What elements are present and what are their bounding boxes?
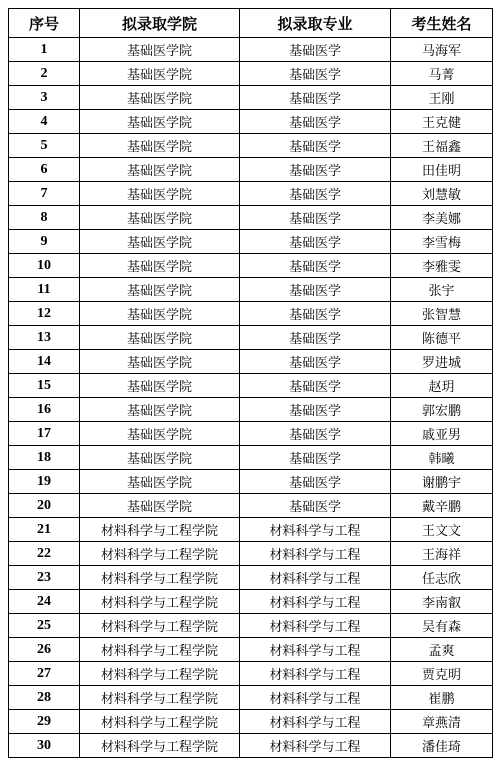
row-student-name: 马菁 xyxy=(391,62,493,86)
row-student-name: 戴辛鹏 xyxy=(391,494,493,518)
table-row xyxy=(9,614,493,638)
row-college: 材料科学与工程学院 xyxy=(80,542,240,566)
row-college: 材料科学与工程学院 xyxy=(80,614,240,638)
header-student-name: 考生姓名 xyxy=(391,9,493,38)
table-row xyxy=(9,62,493,86)
table-row xyxy=(9,86,493,110)
row-student-name: 陈德平 xyxy=(391,326,493,350)
row-major: 材料科学与工程 xyxy=(240,590,391,614)
row-student-name: 李南叡 xyxy=(391,590,493,614)
row-college: 基础医学院 xyxy=(80,182,240,206)
row-seq: 12 xyxy=(9,302,80,326)
row-seq: 15 xyxy=(9,374,80,398)
header-college: 拟录取学院 xyxy=(80,9,240,38)
row-seq: 9 xyxy=(9,230,80,254)
row-major: 基础医学 xyxy=(240,206,391,230)
row-college: 材料科学与工程学院 xyxy=(80,662,240,686)
row-college: 材料科学与工程学院 xyxy=(80,566,240,590)
row-seq: 22 xyxy=(9,542,80,566)
row-major: 材料科学与工程 xyxy=(240,614,391,638)
row-student-name: 王刚 xyxy=(391,86,493,110)
row-major: 基础医学 xyxy=(240,302,391,326)
row-college: 材料科学与工程学院 xyxy=(80,518,240,542)
row-major: 基础医学 xyxy=(240,134,391,158)
row-major: 基础医学 xyxy=(240,422,391,446)
row-student-name: 任志欣 xyxy=(391,566,493,590)
row-seq: 1 xyxy=(9,38,80,62)
table-row xyxy=(9,110,493,134)
table-row xyxy=(9,710,493,734)
row-student-name: 李美娜 xyxy=(391,206,493,230)
row-major: 材料科学与工程 xyxy=(240,518,391,542)
table-row xyxy=(9,518,493,542)
table-row xyxy=(9,422,493,446)
row-student-name: 王克健 xyxy=(391,110,493,134)
row-seq: 24 xyxy=(9,590,80,614)
table-row xyxy=(9,206,493,230)
table-row xyxy=(9,158,493,182)
row-seq: 25 xyxy=(9,614,80,638)
header-seq: 序号 xyxy=(9,9,80,38)
row-seq: 14 xyxy=(9,350,80,374)
row-student-name: 韩曦 xyxy=(391,446,493,470)
row-seq: 4 xyxy=(9,110,80,134)
row-student-name: 王福鑫 xyxy=(391,134,493,158)
row-major: 基础医学 xyxy=(240,254,391,278)
row-college: 基础医学院 xyxy=(80,374,240,398)
row-college: 材料科学与工程学院 xyxy=(80,710,240,734)
row-student-name: 王文文 xyxy=(391,518,493,542)
row-college: 基础医学院 xyxy=(80,494,240,518)
row-college: 基础医学院 xyxy=(80,38,240,62)
table-row xyxy=(9,254,493,278)
table-row xyxy=(9,542,493,566)
row-major: 材料科学与工程 xyxy=(240,734,391,758)
table-row xyxy=(9,470,493,494)
row-major: 基础医学 xyxy=(240,62,391,86)
row-seq: 27 xyxy=(9,662,80,686)
header-row xyxy=(9,9,493,38)
row-college: 基础医学院 xyxy=(80,398,240,422)
row-major: 基础医学 xyxy=(240,374,391,398)
table-row xyxy=(9,230,493,254)
row-seq: 29 xyxy=(9,710,80,734)
row-seq: 13 xyxy=(9,326,80,350)
table-header xyxy=(9,9,493,38)
row-college: 材料科学与工程学院 xyxy=(80,734,240,758)
row-seq: 26 xyxy=(9,638,80,662)
row-major: 基础医学 xyxy=(240,110,391,134)
row-student-name: 吴有森 xyxy=(391,614,493,638)
table-row xyxy=(9,38,493,62)
row-seq: 23 xyxy=(9,566,80,590)
row-student-name: 张智慧 xyxy=(391,302,493,326)
row-seq: 2 xyxy=(9,62,80,86)
row-major: 材料科学与工程 xyxy=(240,566,391,590)
row-student-name: 李雪梅 xyxy=(391,230,493,254)
row-college: 基础医学院 xyxy=(80,422,240,446)
row-major: 材料科学与工程 xyxy=(240,710,391,734)
row-major: 材料科学与工程 xyxy=(240,638,391,662)
row-seq: 6 xyxy=(9,158,80,182)
row-seq: 11 xyxy=(9,278,80,302)
table-row xyxy=(9,686,493,710)
row-seq: 17 xyxy=(9,422,80,446)
row-student-name: 王海祥 xyxy=(391,542,493,566)
row-student-name: 李雅雯 xyxy=(391,254,493,278)
table-row xyxy=(9,662,493,686)
row-student-name: 孟爽 xyxy=(391,638,493,662)
row-seq: 10 xyxy=(9,254,80,278)
table-row xyxy=(9,302,493,326)
row-student-name: 马海军 xyxy=(391,38,493,62)
row-college: 基础医学院 xyxy=(80,86,240,110)
table-row xyxy=(9,374,493,398)
row-student-name: 郭宏鹏 xyxy=(391,398,493,422)
row-seq: 8 xyxy=(9,206,80,230)
row-major: 材料科学与工程 xyxy=(240,662,391,686)
row-student-name: 潘佳琦 xyxy=(391,734,493,758)
row-major: 基础医学 xyxy=(240,182,391,206)
row-college: 基础医学院 xyxy=(80,470,240,494)
row-student-name: 田佳明 xyxy=(391,158,493,182)
row-seq: 20 xyxy=(9,494,80,518)
table-row xyxy=(9,734,493,758)
table-row xyxy=(9,398,493,422)
row-seq: 19 xyxy=(9,470,80,494)
row-college: 基础医学院 xyxy=(80,254,240,278)
header-major: 拟录取专业 xyxy=(240,9,391,38)
row-major: 材料科学与工程 xyxy=(240,542,391,566)
row-major: 基础医学 xyxy=(240,38,391,62)
row-major: 基础医学 xyxy=(240,86,391,110)
table-row xyxy=(9,566,493,590)
row-college: 基础医学院 xyxy=(80,158,240,182)
row-seq: 7 xyxy=(9,182,80,206)
row-college: 基础医学院 xyxy=(80,110,240,134)
row-college: 基础医学院 xyxy=(80,278,240,302)
row-college: 基础医学院 xyxy=(80,230,240,254)
row-college: 基础医学院 xyxy=(80,446,240,470)
row-major: 基础医学 xyxy=(240,446,391,470)
row-major: 基础医学 xyxy=(240,494,391,518)
admission-table xyxy=(8,8,493,758)
table-row xyxy=(9,494,493,518)
row-major: 基础医学 xyxy=(240,230,391,254)
row-college: 材料科学与工程学院 xyxy=(80,686,240,710)
row-college: 基础医学院 xyxy=(80,134,240,158)
row-major: 基础医学 xyxy=(240,326,391,350)
table-row xyxy=(9,278,493,302)
row-student-name: 罗进城 xyxy=(391,350,493,374)
table-row xyxy=(9,638,493,662)
row-seq: 21 xyxy=(9,518,80,542)
row-seq: 3 xyxy=(9,86,80,110)
row-college: 材料科学与工程学院 xyxy=(80,638,240,662)
row-student-name: 崔鹏 xyxy=(391,686,493,710)
row-college: 基础医学院 xyxy=(80,206,240,230)
table-body xyxy=(9,38,493,758)
row-major: 基础医学 xyxy=(240,278,391,302)
row-student-name: 张宇 xyxy=(391,278,493,302)
table-row xyxy=(9,134,493,158)
row-student-name: 刘慧敏 xyxy=(391,182,493,206)
row-seq: 18 xyxy=(9,446,80,470)
row-major: 基础医学 xyxy=(240,158,391,182)
table-row xyxy=(9,446,493,470)
row-college: 基础医学院 xyxy=(80,302,240,326)
row-seq: 30 xyxy=(9,734,80,758)
table-row xyxy=(9,182,493,206)
row-major: 材料科学与工程 xyxy=(240,686,391,710)
row-college: 材料科学与工程学院 xyxy=(80,590,240,614)
table-row xyxy=(9,350,493,374)
row-student-name: 章燕清 xyxy=(391,710,493,734)
row-student-name: 赵玥 xyxy=(391,374,493,398)
table-row xyxy=(9,590,493,614)
row-major: 基础医学 xyxy=(240,470,391,494)
row-major: 基础医学 xyxy=(240,398,391,422)
row-seq: 28 xyxy=(9,686,80,710)
row-student-name: 戚亚男 xyxy=(391,422,493,446)
row-college: 基础医学院 xyxy=(80,62,240,86)
row-seq: 16 xyxy=(9,398,80,422)
row-college: 基础医学院 xyxy=(80,350,240,374)
row-seq: 5 xyxy=(9,134,80,158)
row-student-name: 贾克明 xyxy=(391,662,493,686)
row-student-name: 谢鹏宇 xyxy=(391,470,493,494)
row-major: 基础医学 xyxy=(240,350,391,374)
row-college: 基础医学院 xyxy=(80,326,240,350)
table-row xyxy=(9,326,493,350)
